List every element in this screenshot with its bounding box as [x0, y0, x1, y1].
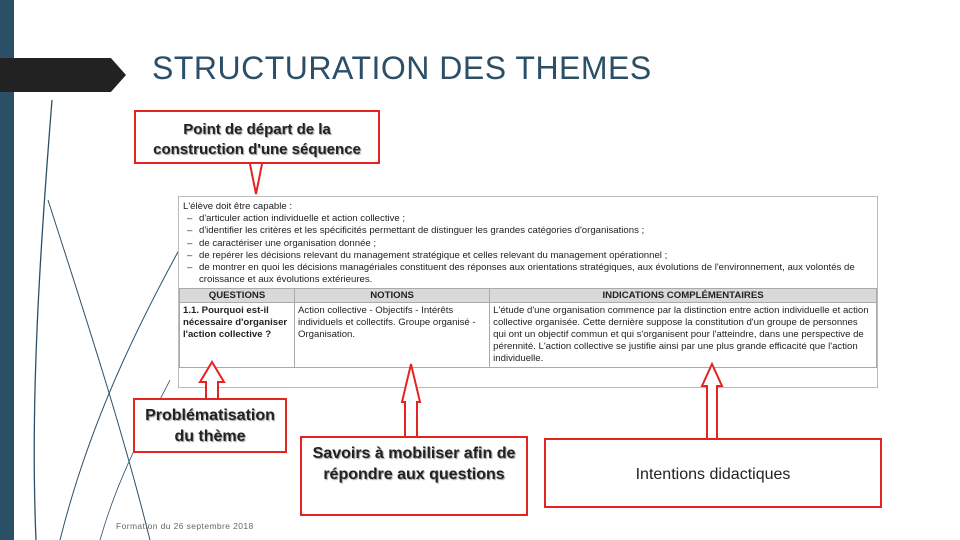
header-indications: INDICATIONS COMPLÉMENTAIRES: [490, 289, 877, 303]
table-header-row: [180, 289, 877, 303]
header-notions: NOTIONS: [295, 289, 490, 303]
skill-item: – d'identifier les critères et les spécificités permettant de distinguer les grandes catégories d'organisations ;: [183, 225, 873, 237]
title-tab-shape: [0, 58, 126, 92]
cell-indications: L'étude d'une organisation commence par la distinction entre action individuelle et action collective organisée. Cette dernière suppose la constitution d'un groupe de personnes qui ont un objectif commun et qui s'organisent pour l'atteindre, dans une perspective de pérennité. L'action collective se justifie ainsi par une plus grande efficacité que l'action individuelle.: [490, 303, 877, 368]
skill-item: – d'articuler action individuelle et action collective ;: [183, 213, 873, 225]
program-document: [178, 196, 878, 388]
table-row: [180, 303, 877, 368]
callout-intentions: Intentions didactiques: [544, 438, 882, 508]
callout-problematisation: Problématisation du thème: [133, 398, 287, 453]
footer-text: Formation du 26 septembre 2018: [116, 521, 254, 531]
callout-savoirs: Savoirs à mobiliser afin de répondre aux questions: [300, 436, 528, 516]
skills-list: [183, 213, 873, 286]
header-questions: QUESTIONS: [180, 289, 295, 303]
program-table: [179, 288, 877, 368]
skill-item: – de montrer en quoi les décisions managériales constituent des réponses aux orientations stratégiques, aux évolutions de l'environnement, aux volontés de croissance et aux évolutions extérieures.: [183, 262, 873, 286]
skill-item: – de caractériser une organisation donnée ;: [183, 238, 873, 250]
arrow-start-to-doc: [250, 164, 262, 194]
cell-notions: Action collective - Objectifs - Intérêts individuels et collectifs. Groupe organisé - Organisation.: [295, 303, 490, 368]
callout-start-point: Point de départ de la construction d'une séquence: [134, 110, 380, 164]
document-lead: L'élève doit être capable :: [183, 201, 293, 212]
cell-question: 1.1. Pourquoi est-il nécessaire d'organiser l'action collective ?: [180, 303, 295, 368]
page-title: STRUCTURATION DES THEMES: [152, 50, 652, 86]
document-intro: [179, 197, 877, 288]
skill-item: – de repérer les décisions relevant du management stratégique et celles relevant du management opérationnel ;: [183, 250, 873, 262]
